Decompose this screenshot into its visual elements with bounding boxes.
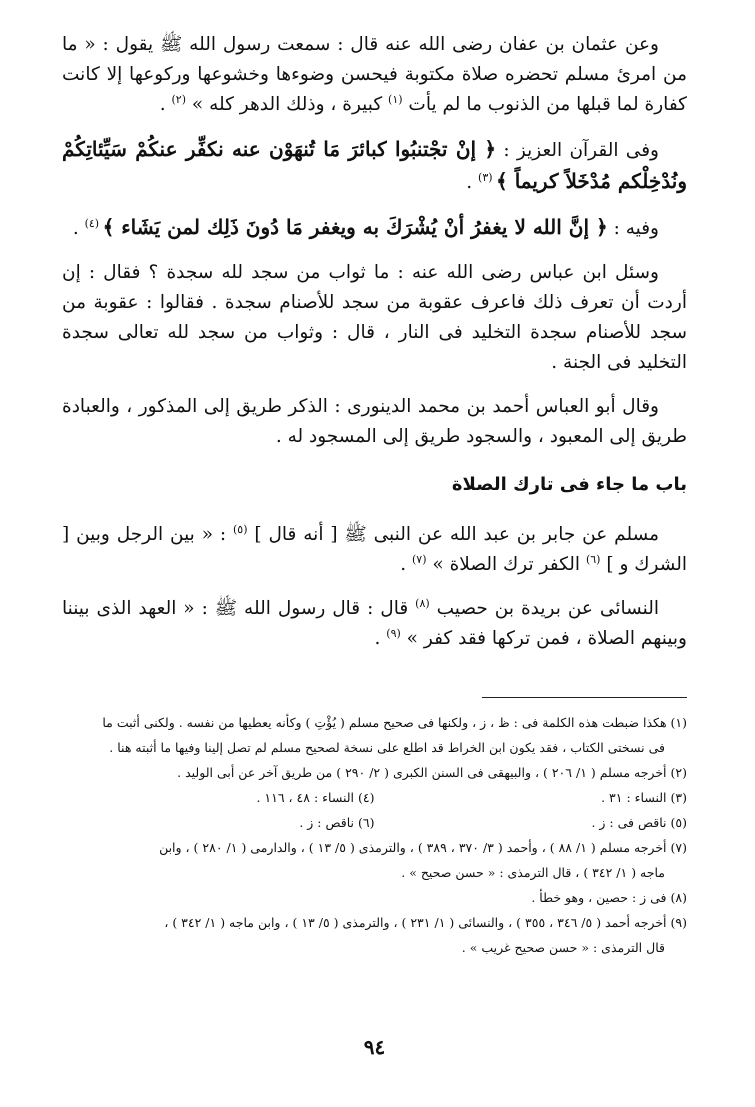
footnotes bbox=[62, 710, 687, 960]
footnote-ref: (٥) bbox=[232, 522, 248, 536]
text-segment: وقال أبو العباس أحمد بن محمد الدينورى : الذكر طريق إلى المذكور ، والعبادة طريق إلى المعبود ، والسجود طريق إلى المسجود له . bbox=[62, 396, 687, 447]
quran-verse: ﴿ إنَّ الله لا يغفرُ أنْ يُشْرَكَ به ويغفر مَا دُونَ ذَلِك لمن يَشَاء ﴾ bbox=[102, 215, 608, 239]
footnote-1-continued: فى نسختى الكتاب ، فقد يكون ابن الخراط قد اطلع على نسخة لصحيح مسلم لم تصل إلينا وفيها ما أثبته هنا . bbox=[109, 740, 665, 755]
page-number: ٩٤ bbox=[363, 1035, 386, 1059]
main-text bbox=[62, 30, 687, 654]
footnote-2: (٢) أخرجه مسلم ( ١/ ٢٠٦ ) ، والبيهقى فى السنن الكبرى ( ٢/ ٢٩٠ ) من طريق آخر عن أبى الوليد . bbox=[177, 765, 687, 780]
text-segment: . bbox=[374, 628, 387, 649]
paragraph-quran-2 bbox=[62, 212, 687, 244]
text-segment: مسلم عن جابر بن عبد الله عن النبى ﷺ [ أنه قال ] bbox=[247, 524, 659, 545]
footnote-ref: (٦) bbox=[585, 552, 601, 566]
text-segment: وعن عثمان بن عفان رضى الله عنه قال : سمعت رسول الله ﷺ يقول : « ما من امرئ مسلم تحضره صلاة مكتوبة فيحسن وضوءها وخشوعها وركوعها إلا كانت كفارة لما قبلها من الذنوب ما لم يأت bbox=[62, 34, 687, 115]
footnote-ref: (٨) bbox=[415, 596, 430, 610]
footnote-ref: (١) bbox=[388, 92, 403, 106]
text-segment: الكفر ترك الصلاة » bbox=[426, 554, 586, 575]
footnote-ref: (٢) bbox=[171, 92, 186, 106]
section-heading: باب ما جاء فى تارك الصلاة bbox=[451, 474, 687, 495]
footnote-7-continued: ماجه ( ١/ ٣٤٢ ) ، قال الترمذى : « حسن صحيح » . bbox=[401, 865, 665, 880]
text-segment: . bbox=[466, 172, 479, 193]
document-page bbox=[62, 30, 687, 1087]
footnote-3: (٣) النساء : ٣١ . bbox=[601, 790, 687, 805]
footnote-8: (٨) فى ز : حصين ، وهو خطأ . bbox=[531, 890, 687, 905]
footnote-row bbox=[62, 810, 687, 835]
text-segment: وفى القرآن العزيز : bbox=[496, 140, 659, 161]
text-segment: النسائى عن بريدة بن حصيب bbox=[429, 598, 659, 619]
paragraph-dinawari bbox=[62, 392, 687, 452]
footnote-ref: (٧) bbox=[412, 552, 427, 566]
footnote-ref: (٤) bbox=[84, 216, 103, 230]
text-segment: . bbox=[159, 94, 172, 115]
text-segment: كبيرة ، وذلك الدهر كله » bbox=[185, 94, 389, 115]
footnote-6: (٦) ناقص : ز . bbox=[299, 815, 375, 830]
quran-verse: ﴿ إنْ تجْتنبُوا كبائرَ مَا تُنهَوْن عنه نكفِّر عنكُمْ سَيِّئاتِكُمْ ونُدْخِلْكم مُدْخَلاً كريماً ﴾ bbox=[62, 137, 687, 193]
footnote-ref: (٣) bbox=[478, 170, 497, 184]
text-segment: . bbox=[400, 554, 412, 575]
footnote-divider bbox=[482, 697, 687, 698]
paragraph-ibn-abbas bbox=[62, 258, 687, 378]
footnote-4: (٤) النساء : ٤٨ ، ١١٦ . bbox=[256, 790, 375, 805]
paragraph-uthman-hadith bbox=[62, 30, 687, 120]
paragraph-buraida-hadith bbox=[62, 594, 687, 654]
footnote-ref: (٩) bbox=[386, 626, 401, 640]
text-segment: : « بين الرجل وبين [ الشرك و ] bbox=[62, 524, 687, 575]
footnote-9-continued: قال الترمذى : « حسن صحيح غريب » . bbox=[461, 940, 665, 955]
footnote-1: (١) هكذا ضبطت هذه الكلمة فى : ظ ، ز ، ولكنها فى صحيح مسلم ( يُؤْتِ ) وكأنه يعطيها من نفسه . ولكنى أثبت ما bbox=[102, 715, 687, 730]
paragraph-jabir-hadith bbox=[62, 520, 687, 580]
footnote-9: (٩) أخرجه أحمد ( ٥/ ٣٤٦ ، ٣٥٥ ) ، والنسائى ( ١/ ٢٣١ ) ، والترمذى ( ٥/ ١٣ ) ، وابن ماجه ( ١/ ٣٤٢ ) ، bbox=[164, 915, 687, 930]
footnote-5: (٥) ناقص فى : ز . bbox=[591, 815, 687, 830]
text-segment: وفيه : bbox=[607, 218, 659, 239]
footnote-row bbox=[62, 785, 687, 810]
text-segment: قال : قال رسول الله ﷺ : « العهد الذى بيننا وبينهم الصلاة ، فمن تركها فقد كفر » bbox=[62, 598, 687, 649]
paragraph-quran-1 bbox=[62, 134, 687, 198]
footnote-7: (٧) أخرجه مسلم ( ١/ ٨٨ ) ، وأحمد ( ٣/ ٣٧٠ ، ٣٨٩ ) ، والترمذى ( ٥/ ١٣ ) ، والدارمى ( ١/ ٢٨٠ ) ، وابن bbox=[159, 840, 687, 855]
text-segment: وسئل ابن عباس رضى الله عنه : ما ثواب من سجد لله سجدة ؟ فقال : إن أردت أن تعرف ذلك فاعرف عقوبة من سجد للأصنام سجدة . فقالوا : عقوبة من سجد للأصنام سجدة التخليد فى النار ، قال : وثواب من سجد لله تعالى سجدة التخليد فى الجنة . bbox=[62, 262, 687, 373]
text-segment: . bbox=[72, 218, 85, 239]
